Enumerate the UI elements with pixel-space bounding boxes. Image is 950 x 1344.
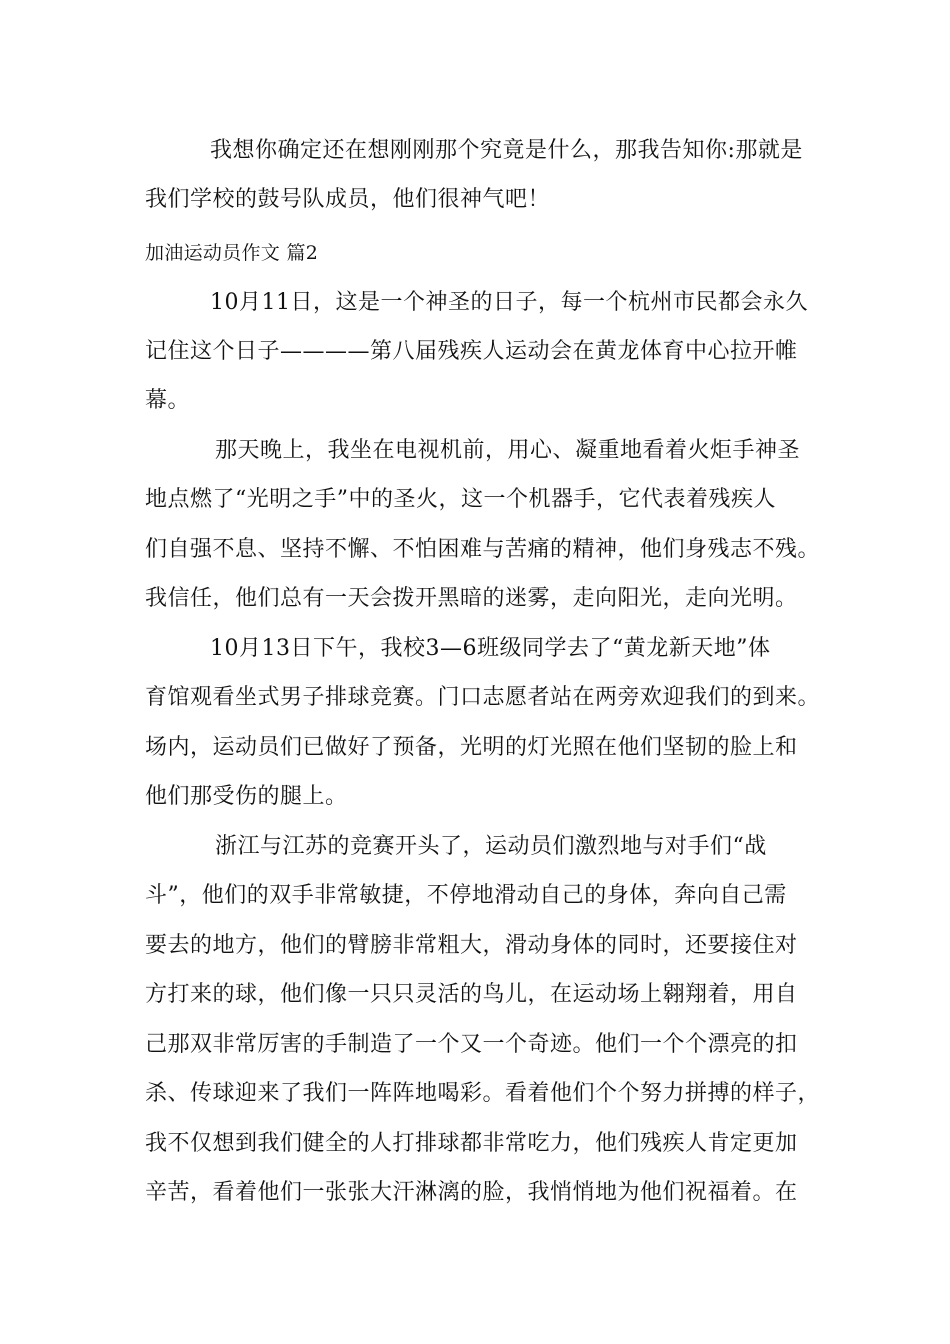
paragraph-line: 那天晚上，我坐在电视机前，用心、凝重地看着火炬手神圣	[215, 438, 801, 463]
paragraph-line: 浙江与江苏的竞赛开头了，运动员们激烈地与对手们“战	[215, 834, 767, 859]
paragraph-line: 育馆观看坐式男子排球竞赛。门口志愿者站在两旁欢迎我们的到来。	[145, 685, 821, 710]
paragraph-line: 辛苦，看着他们一张张大汗淋漓的脸，我悄悄地为他们祝福着。在	[145, 1180, 798, 1205]
paragraph-line: 我们学校的鼓号队成员，他们很神气吧！	[145, 187, 551, 212]
paragraph-line: 们自强不息、坚持不懈、不怕困难与苦痛的精神，他们身残志不残。	[145, 537, 821, 562]
paragraph-line: 10月13日下午，我校3—6班级同学去了“黄龙新天地”体	[210, 636, 771, 661]
paragraph-line: 方打来的球，他们像一只只灵活的鸟儿，在运动场上翱翔着，用自	[145, 982, 798, 1007]
paragraph-line: 我不仅想到我们健全的人打排球都非常吃力，他们残疾人肯定更加	[145, 1131, 798, 1156]
paragraph-line: 记住这个日子————第八届残疾人运动会在黄龙体育中心拉开帷	[145, 339, 798, 364]
paragraph-line: 杀、传球迎来了我们一阵阵地喝彩。看着他们个个努力拼搏的样子，	[145, 1081, 821, 1106]
paragraph-line: 他们那受伤的腿上。	[145, 784, 348, 809]
paragraph-line: 地点燃了“光明之手”中的圣火，这一个机器手，它代表着残疾人	[145, 487, 776, 512]
paragraph-line: 场内，运动员们已做好了预备，光明的灯光照在他们坚韧的脸上和	[145, 735, 798, 760]
section-heading: 加油运动员作文 篇2	[145, 242, 319, 264]
paragraph-line: 我信任，他们总有一天会拨开黑暗的迷雾，走向阳光，走向光明。	[145, 586, 798, 611]
paragraph-line: 我想你确定还在想刚刚那个究竟是什么，那我告知你:那就是	[210, 138, 803, 163]
paragraph-line: 斗”，他们的双手非常敏捷，不停地滑动自己的身体，奔向自己需	[145, 883, 787, 908]
paragraph-line: 己那双非常厉害的手制造了一个又一个奇迹。他们一个个漂亮的扣	[145, 1032, 798, 1057]
paragraph-line: 幕。	[145, 388, 191, 413]
paragraph-line: 要去的地方，他们的臂膀非常粗大，滑动身体的同时，还要接住对	[145, 933, 798, 958]
paragraph-line: 10月11日，这是一个神圣的日子，每一个杭州市民都会永久	[210, 290, 808, 315]
